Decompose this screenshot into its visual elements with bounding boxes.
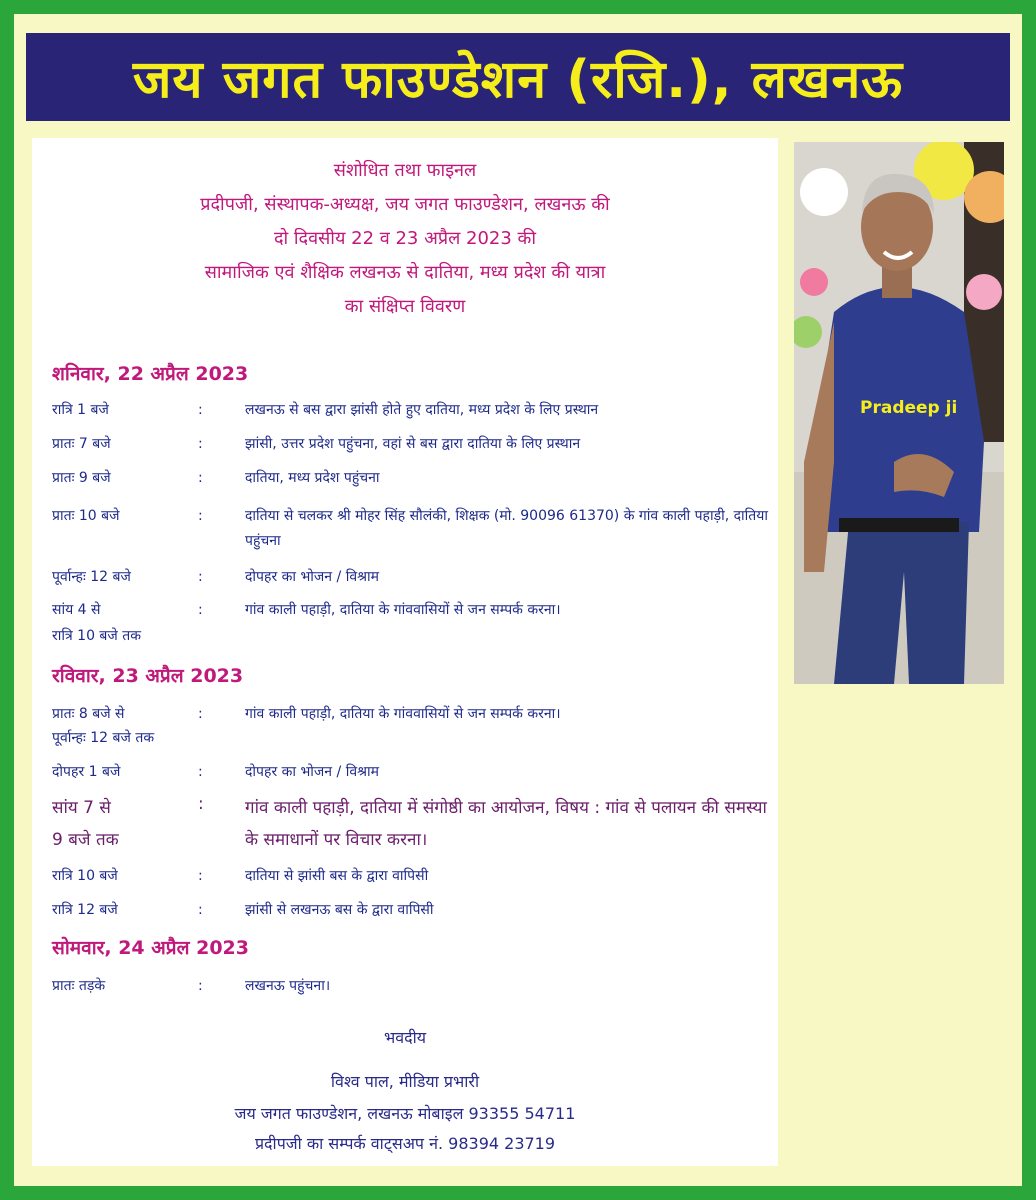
row-desc: दातिया, मध्य प्रदेश पहुंचना — [245, 470, 380, 486]
row-time-end: 9 बजे तक — [52, 830, 119, 850]
row-colon: : — [198, 402, 203, 418]
row-time: प्रातः 8 बजे से — [52, 706, 125, 722]
row-colon: : — [198, 794, 204, 814]
row-time: प्रातः 9 बजे — [52, 470, 111, 486]
row-desc: लखनऊ से बस द्वारा झांसी होते हुए दातिया, मध्य प्रदेश के लिए प्रस्थान — [245, 402, 599, 418]
row-desc: दोपहर का भोजन / विश्राम — [245, 569, 380, 585]
row-colon: : — [198, 508, 203, 524]
photo-caption: Pradeep ji — [860, 398, 958, 418]
row-time: रात्रि 10 बजे — [52, 868, 118, 884]
heading-line-1: संशोधित तथा फाइनल — [333, 160, 477, 181]
row-time: सांय 7 से — [52, 798, 111, 818]
title-banner — [26, 33, 1010, 121]
row-time: प्रातः 7 बजे — [52, 436, 111, 452]
row-colon: : — [198, 436, 203, 452]
row-time: प्रातः तड़के — [52, 978, 106, 994]
row-colon: : — [198, 706, 203, 722]
row-desc: झांसी से लखनऊ बस के द्वारा वापिसी — [245, 902, 434, 918]
row-colon: : — [198, 978, 203, 994]
row-desc: झांसी, उत्तर प्रदेश पहुंचना, वहां से बस द्वारा दातिया के लिए प्रस्थान — [245, 436, 581, 452]
row-time: रात्रि 12 बजे — [52, 902, 118, 918]
row-desc: गांव काली पहाड़ी, दातिया के गांववासियों से जन सम्पर्क करना। — [245, 602, 561, 618]
portrait-photo — [794, 142, 1004, 684]
row-desc: गांव काली पहाड़ी, दातिया में संगोष्ठी का आयोजन, विषय : गांव से पलायन की समस्या के समाधानों पर विचार करना। — [245, 798, 767, 850]
row-time: रात्रि 1 बजे — [52, 402, 109, 418]
row-colon: : — [198, 602, 203, 618]
row-time: दोपहर 1 बजे — [52, 764, 121, 780]
row-colon: : — [198, 569, 203, 585]
signature-closing: भवदीय — [383, 1028, 427, 1047]
heading-line-5: का संक्षिप्त विवरण — [344, 296, 466, 317]
heading-line-4: सामाजिक एवं शैक्षिक लखनऊ से दातिया, मध्य प्रदेश की यात्रा — [204, 262, 606, 283]
day-heading-monday: सोमवार, 24 अप्रैल 2023 — [52, 937, 249, 959]
day-heading-saturday: शनिवार, 22 अप्रैल 2023 — [52, 363, 249, 385]
row-colon: : — [198, 902, 203, 918]
row-desc: दातिया से झांसी बस के द्वारा वापिसी — [245, 868, 429, 884]
row-time-end: रात्रि 10 बजे तक — [52, 628, 141, 644]
heading-line-3: दो दिवसीय 22 व 23 अप्रैल 2023 की — [273, 228, 537, 249]
row-desc: दोपहर का भोजन / विश्राम — [245, 764, 380, 780]
row-time: पूर्वान्हः 12 बजे — [52, 569, 131, 585]
signature-org: जय जगत फाउण्डेशन, लखनऊ मोबाइल 93355 54711 — [234, 1104, 576, 1123]
row-desc: लखनऊ पहुंचना। — [245, 978, 331, 994]
row-time: सांय 4 से — [52, 602, 101, 618]
day-heading-sunday: रविवार, 23 अप्रैल 2023 — [52, 665, 244, 687]
heading-line-2: प्रदीपजी, संस्थापक-अध्यक्ष, जय जगत फाउण्डेशन, लखनऊ की — [200, 194, 610, 215]
row-time: प्रातः 10 बजे — [52, 508, 120, 524]
signature-contact: प्रदीपजी का सम्पर्क वाट्सअप नं. 98394 23719 — [254, 1134, 556, 1153]
row-desc: दातिया से चलकर श्री मोहर सिंह सौलंकी, शिक्षक (मो. 90096 61370) के गांव काली पहाड़ी, दातिया पहुंचना — [245, 508, 769, 549]
row-desc: गांव काली पहाड़ी, दातिया के गांववासियों से जन सम्पर्क करना। — [245, 706, 561, 722]
row-colon: : — [198, 470, 203, 486]
row-colon: : — [198, 764, 203, 780]
foundation-title: जय जगत फाउण्डेशन (रजि.), लखनऊ — [132, 49, 904, 110]
row-time-end: पूर्वान्हः 12 बजे तक — [52, 730, 155, 746]
itinerary-document — [32, 138, 778, 1166]
row-colon: : — [198, 868, 203, 884]
signature-name: विश्व पाल, मीडिया प्रभारी — [330, 1072, 480, 1091]
